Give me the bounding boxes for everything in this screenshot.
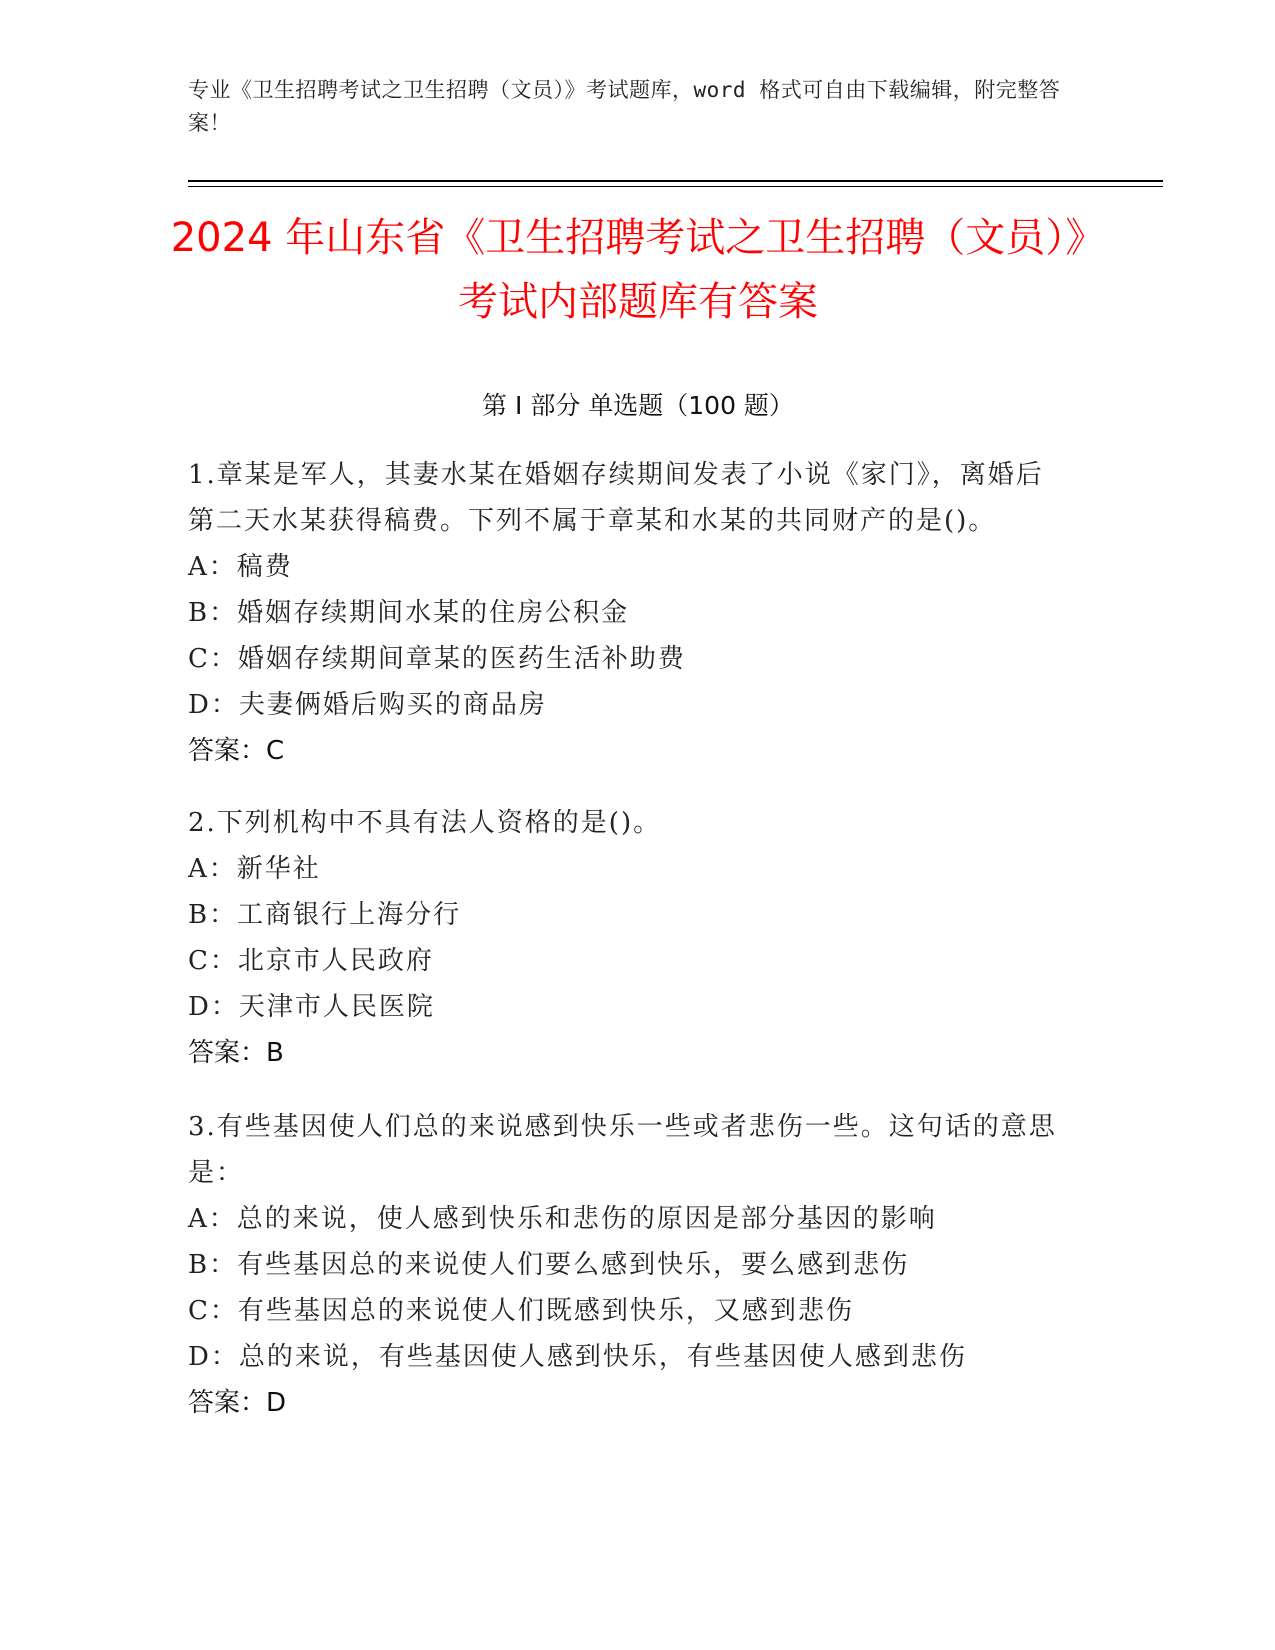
answer-line: 答案：D [188, 1388, 287, 1418]
section-heading: 第 I 部分 单选题（100 题） [482, 391, 794, 420]
question-stem: 1.章某是军人，其妻水某在婚姻存续期间发表了小说《家门》，离婚后第二天水某获得稿费。下列不属于章某和水某的共同财产的是()。 [188, 460, 1044, 536]
option-c: C：有些基因总的来说使人们既感到快乐，又感到悲伤 [188, 1296, 854, 1326]
header-divider-thin [188, 186, 1163, 187]
header-divider-thick [188, 180, 1163, 182]
question-2 [188, 800, 1068, 1076]
question-stem: 2.下列机构中不具有法人资格的是()。 [188, 808, 662, 838]
question-3 [188, 1104, 1068, 1426]
option-c: C：婚姻存续期间章某的医药生活补助费 [188, 644, 686, 674]
option-a: A：稿费 [188, 552, 293, 582]
option-c: C：北京市人民政府 [188, 946, 434, 976]
option-d: D：总的来说，有些基因使人感到快乐，有些基因使人感到悲伤 [188, 1342, 967, 1372]
option-b: B：工商银行上海分行 [188, 900, 462, 930]
option-d: D：夫妻俩婚后购买的商品房 [188, 690, 547, 720]
answer-line: 答案：B [188, 1038, 284, 1068]
document-title: 2024 年山东省《卫生招聘考试之卫生招聘（文员）》考试内部题库有答案 [170, 215, 1106, 325]
option-b: B：有些基因总的来说使人们要么感到快乐，要么感到悲伤 [188, 1250, 910, 1280]
option-d: D：天津市人民医院 [188, 992, 435, 1022]
option-a: A：新华社 [188, 854, 321, 884]
question-stem: 3.有些基因使人们总的来说感到快乐一些或者悲伤一些。这句话的意思是： [188, 1112, 1057, 1188]
option-b: B：婚姻存续期间水某的住房公积金 [188, 598, 630, 628]
answer-line: 答案：C [188, 736, 285, 766]
option-a: A：总的来说，使人感到快乐和悲伤的原因是部分基因的影响 [188, 1204, 937, 1234]
header-note: 专业《卫生招聘考试之卫生招聘（文员）》考试题库，word 格式可自由下载编辑，附完整答案！ [188, 78, 1061, 135]
question-1 [188, 452, 1068, 774]
